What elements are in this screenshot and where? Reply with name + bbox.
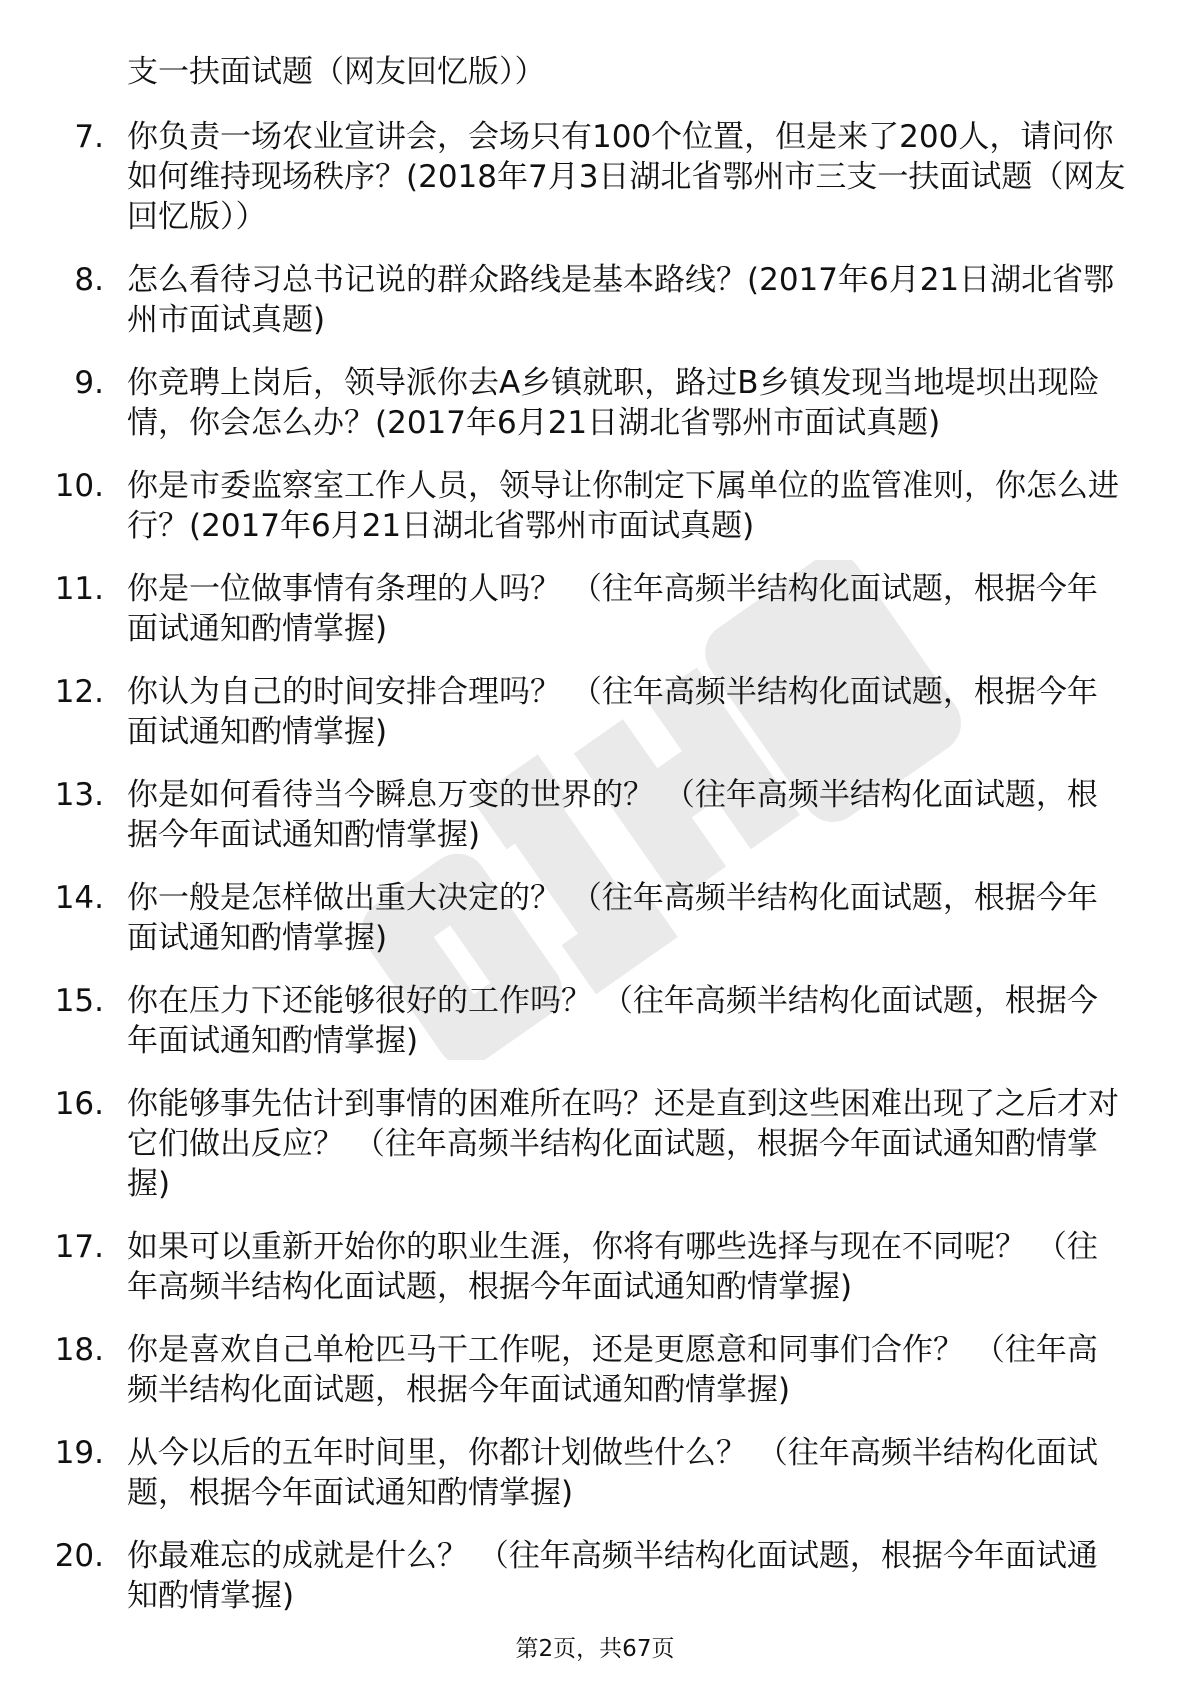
question-text: 怎么看待习总书记说的群众路线是基本路线？(2017年6月21日湖北省鄂州市面试真题): [127, 262, 1115, 338]
question-number: 20.: [54, 1538, 104, 1574]
question-text: 你负责一场农业宣讲会，会场只有100个位置，但是来了200人，请问你如何维持现场秩序？(2018年7月3日湖北省鄂州市三支一扶面试题（网友回忆版））: [127, 119, 1126, 235]
question-item: [0, 1433, 1190, 1513]
question-item: [0, 981, 1190, 1061]
question-number: 16.: [54, 1086, 104, 1122]
question-number: 10.: [54, 468, 104, 504]
page-footer: 第2页，共67页: [515, 1636, 675, 1662]
question-item: [0, 569, 1190, 649]
question-item: [0, 260, 1190, 340]
question-list: [0, 117, 1190, 1639]
question-text: 你是如何看待当今瞬息万变的世界的？ （往年高频半结构化面试题，根据今年面试通知酌情掌握): [127, 777, 1098, 853]
question-item: [0, 117, 1190, 237]
question-number: 8.: [74, 262, 104, 298]
question-number: 17.: [54, 1229, 104, 1265]
question-text: 你是市委监察室工作人员，领导让你制定下属单位的监管准则，你怎么进行？(2017年6月21日湖北省鄂州市面试真题): [127, 468, 1119, 544]
question-number: 13.: [54, 777, 104, 813]
question-text: 你一般是怎样做出重大决定的？ （往年高频半结构化面试题，根据今年面试通知酌情掌握): [127, 880, 1098, 956]
question-number: 12.: [54, 674, 104, 710]
question-item: [0, 878, 1190, 958]
question-item: [0, 1536, 1190, 1616]
question-text: 你认为自己的时间安排合理吗？ （往年高频半结构化面试题，根据今年面试通知酌情掌握): [127, 674, 1098, 750]
question-text: 从今以后的五年时间里，你都计划做些什么？ （往年高频半结构化面试题，根据今年面试通知酌情掌握): [127, 1435, 1098, 1511]
question-text: 你最难忘的成就是什么？ （往年高频半结构化面试题，根据今年面试通知酌情掌握): [127, 1538, 1098, 1614]
question-item: [0, 466, 1190, 546]
question-item: [0, 1084, 1190, 1204]
question-number: 9.: [74, 365, 104, 401]
question-text: 你能够事先估计到事情的困难所在吗？还是直到这些困难出现了之后才对它们做出反应？ （往年高频半结构化面试题，根据今年面试通知酌情掌握): [127, 1086, 1119, 1202]
question-item: [0, 672, 1190, 752]
question-item: [0, 1330, 1190, 1410]
question-number: 14.: [54, 880, 104, 916]
question-text: 你是喜欢自己单枪匹马干工作呢，还是更愿意和同事们合作？ （往年高频半结构化面试题，根据今年面试通知酌情掌握): [127, 1332, 1098, 1408]
question-number: 18.: [54, 1332, 104, 1368]
question-item: [0, 1227, 1190, 1307]
question-text: 你竞聘上岗后，领导派你去A乡镇就职，路过B乡镇发现当地堤坝出现险情，你会怎么办？(2017年6月21日湖北省鄂州市面试真题): [127, 365, 1100, 441]
question-text: 你是一位做事情有条理的人吗？ （往年高频半结构化面试题，根据今年面试通知酌情掌握): [127, 571, 1098, 647]
question-number: 19.: [54, 1435, 104, 1471]
continuation-text: 支一扶面试题（网友回忆版））: [127, 54, 546, 90]
question-number: 15.: [54, 983, 104, 1019]
question-text: 你在压力下还能够很好的工作吗？ （往年高频半结构化面试题，根据今年面试通知酌情掌握): [127, 983, 1098, 1059]
question-number: 11.: [54, 571, 104, 607]
question-number: 7.: [74, 119, 104, 155]
question-item: [0, 363, 1190, 443]
question-item: [0, 775, 1190, 855]
question-text: 如果可以重新开始你的职业生涯，你将有哪些选择与现在不同呢？ （往年高频半结构化面试题，根据今年面试通知酌情掌握): [127, 1229, 1098, 1305]
